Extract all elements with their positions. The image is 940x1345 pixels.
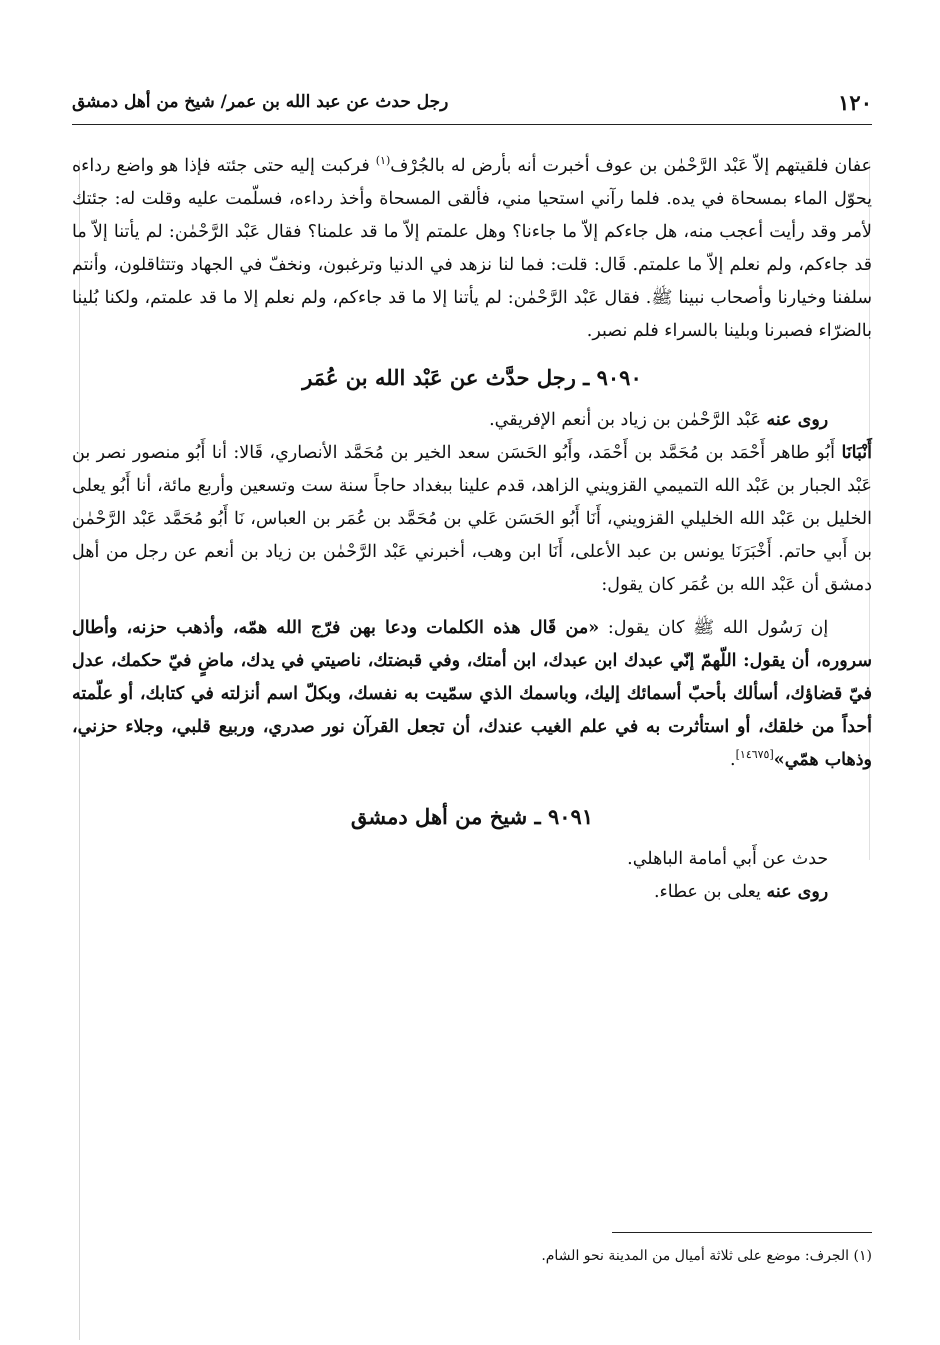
footnote-text: الجرف: موضع على ثلاثة أميال من المدينة نحو الشام.	[541, 1248, 854, 1264]
footnote-reference: (١)	[375, 154, 391, 168]
paragraph-continuation	[72, 150, 872, 348]
anbana-label: أَنْبَانَا	[841, 443, 872, 463]
footnote-rule	[612, 1232, 872, 1233]
page-header	[72, 84, 872, 120]
rawa-label: روى عنه	[766, 882, 829, 902]
rawa-line-9090	[72, 404, 872, 437]
isnad-text: أَبُو طاهر أَحْمَد بن مُحَمَّد بن أَحْمَد، وأَبُو الحَسَن سعد الخير بن مُحَمَّد الأنصاري، قَالا: أنا أَبُو منصور نصر بن عَبْد الجبار بن عَبْد الله التميمي القزويني الزاهد، قدم علينا ببغداد حاجاً سنة ست وتسعين وأربع مائة، أنا أَبُو يعلى الخليل بن عَبْد الله الخليلي القزويني، أَنَا أَبُو الحَسَن عَلي بن مُحَمَّد بن عُمَر بن العباس، نَا أَبُو مُحَمَّد عَبْد الرَّحْمٰن بن أَبي حاتم. أَخْبَرَنَا يونس بن عبد الأعلى، أَنَا ابن وهب، أخبرني عَبْد الرَّحْمٰن بن زياد بن أنعم عن رجل من أهل دمشق أن عَبْد الله بن عُمَر كان يقول:	[72, 443, 872, 595]
footnote	[72, 1244, 872, 1268]
rawa-label: روى عنه	[766, 410, 829, 430]
hadith-text: «من قَال هذه الكلمات ودعا بهن فرّج الله همّه، وأذهب حزنه، وأطال سروره، أن يقول: اللّهمّ إنّي عبدك ابن عبدك، ابن أمتك، وفي قبضتك، ناصيتي في يدك، ماضٍ فيّ حكمك، عدل فيّ قضاؤك، أسألك بأحبّ أسمائك إليك، وباسمك الذي سمّيت به نفسك، وبكلّ اسم أنزلته في كتابك، أو علّمته أحداً من خلقك، أو استأثرت به في علم الغيب عندك، أن تجعل القرآن نور صدري، وربيع قلبي، وجلاء حزني، وذهاب همّي»	[72, 618, 872, 770]
hadith-paragraph	[72, 612, 872, 777]
isnad-paragraph	[72, 437, 872, 602]
hadatha-line-9091: حدث عن أَبي أمامة الباهلي.	[627, 849, 829, 869]
hadith-intro: إن رَسُول الله ﷺ كان يقول:	[599, 618, 829, 638]
hadith-end: .	[730, 750, 736, 770]
hadith-reference-number: [١٤٦٧٥]	[735, 748, 774, 762]
header-rule	[72, 124, 872, 125]
rawa-line-9091	[72, 876, 872, 909]
page-number: ١٢٠	[838, 89, 872, 115]
paragraph-text-a: عفان فلقيتهم إلاّ عَبْد الرَّحْمٰن بن عوف أخبرت أنه بأرض له بالجُرْف	[390, 156, 872, 176]
paragraph-text-b: فركبت إليه حتى جئته فإذا هو واضع رداءه يحوّل الماء بمسحاة في يده. فلما رآني استحيا مني، فألقى المسحاة وأخذ رداءه، فسلّمت عليه وقلت له: جئتك لأمر وقد رأيت أعجب منه، هل جاءكم إلاّ ما جاءنا؟ وهل علمتم إلاّ ما قد علمنا؟ فقال عَبْد الرَّحْمٰن: لم يأتنا إلاّ ما قد جاءكم، ولم نعلم إلاّ ما علمتم. قَال: قلت: فما لنا نزهد في الدنيا وترغبون، ونخفّ في الجهاد وتتثاقلون، وأنتم سلفنا وخيارنا وأصحاب نبينا ﷺ. فقال عَبْد الرَّحْمٰن: لم يأتنا إلا ما قد جاءكم، ولم نعلم إلا ما قد علمتم، ولكنا بُلينا بالضرّاء فصبرنا وبلينا بالسراء فلم نصبر.	[72, 156, 872, 341]
running-title: رجل حدث عن عبد الله بن عمر/ شيخ من أهل دمشق	[72, 92, 449, 112]
section-title-9091: ٩٠٩١ ـ شيخ من أهل دمشق	[350, 804, 594, 829]
spacer	[72, 602, 872, 612]
rawa-text: يعلى بن عطاء.	[653, 882, 767, 902]
footnote-number: (١)	[853, 1248, 872, 1264]
rawa-text: عَبْد الرَّحْمٰن بن زياد بن أنعم الإفريقي.	[489, 410, 767, 430]
section-title-9090: ٩٠٩٠ ـ رجل حدَّث عن عَبْد الله بن عُمَر	[302, 365, 642, 390]
main-text	[72, 150, 872, 909]
